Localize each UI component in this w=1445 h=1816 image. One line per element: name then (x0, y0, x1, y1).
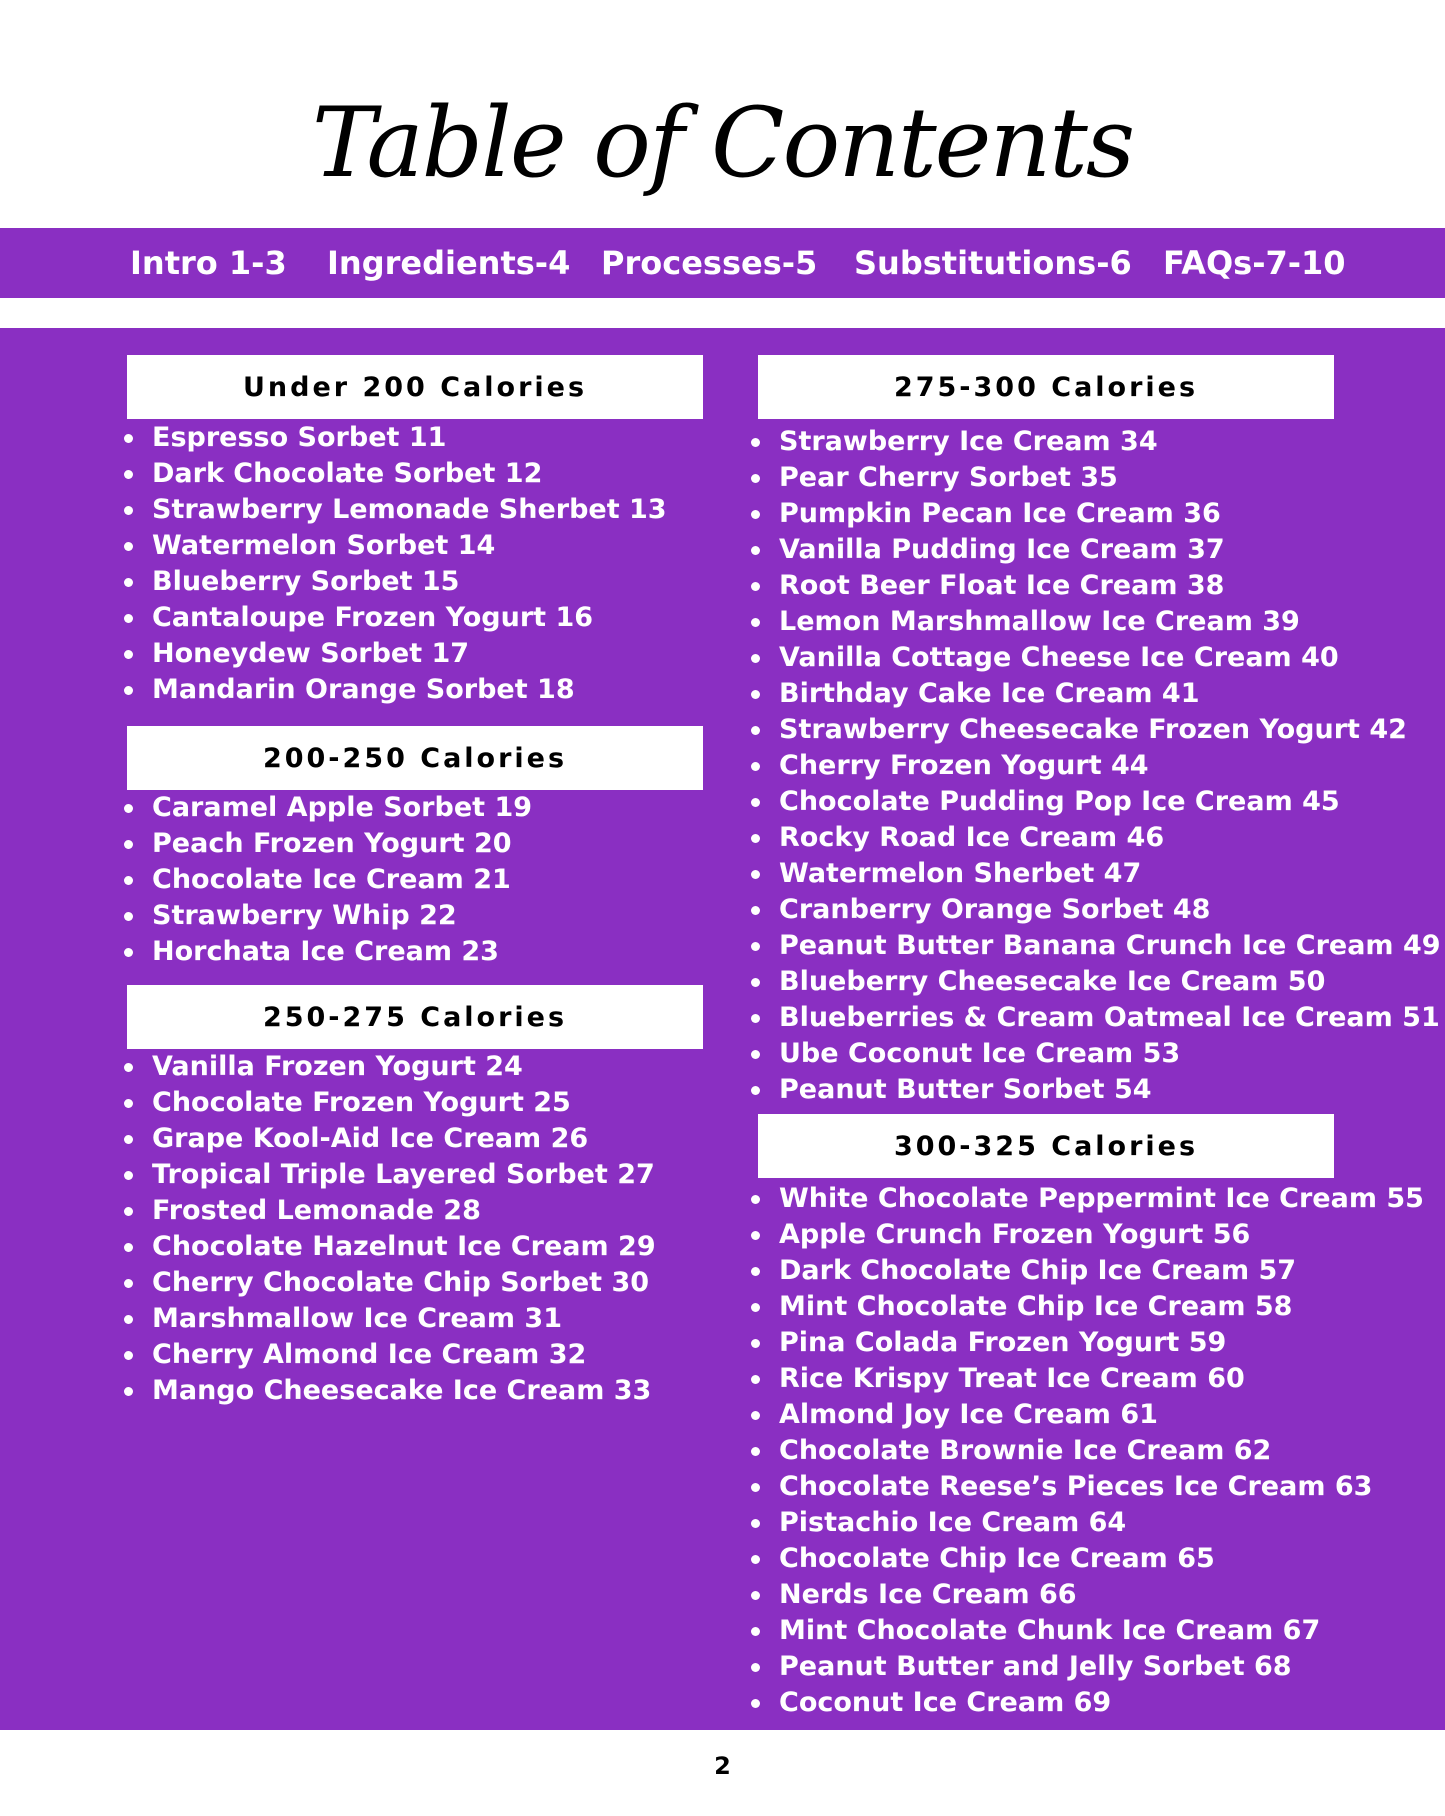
toc-entry[interactable]: Frosted Lemonade 28 (124, 1193, 764, 1229)
toc-entry[interactable]: Blueberry Cheesecake Ice Cream 50 (751, 964, 1391, 1000)
recipe-list-250-275 (124, 1049, 764, 1409)
toc-entry[interactable]: Apple Crunch Frozen Yogurt 56 (751, 1217, 1391, 1253)
toc-entry[interactable]: Cantaloupe Frozen Yogurt 16 (124, 600, 764, 636)
recipe-list-under-200 (124, 420, 764, 708)
toc-entry[interactable]: Strawberry Whip 22 (124, 898, 764, 934)
toc-entry[interactable]: Pear Cherry Sorbet 35 (751, 460, 1391, 496)
toc-entry[interactable]: Peanut Butter Sorbet 54 (751, 1072, 1391, 1108)
toc-entry[interactable]: Grape Kool-Aid Ice Cream 26 (124, 1121, 764, 1157)
toc-entry[interactable]: Dark Chocolate Chip Ice Cream 57 (751, 1253, 1391, 1289)
toc-entry[interactable]: Mint Chocolate Chip Ice Cream 58 (751, 1289, 1391, 1325)
toc-entry[interactable]: Vanilla Pudding Ice Cream 37 (751, 532, 1391, 568)
toc-entry[interactable]: Caramel Apple Sorbet 19 (124, 790, 764, 826)
toc-entry[interactable]: Chocolate Reese’s Pieces Ice Cream 63 (751, 1469, 1391, 1505)
toc-entry[interactable]: Honeydew Sorbet 17 (124, 636, 764, 672)
toc-entry[interactable]: Rice Krispy Treat Ice Cream 60 (751, 1361, 1391, 1397)
toc-entry[interactable]: Chocolate Chip Ice Cream 65 (751, 1541, 1391, 1577)
toc-entry[interactable]: Nerds Ice Cream 66 (751, 1577, 1391, 1613)
section-heading-275-300: 275-300 Calories (758, 355, 1334, 419)
toc-entry[interactable]: White Chocolate Peppermint Ice Cream 55 (751, 1181, 1391, 1217)
section-nav-bar (0, 228, 1445, 298)
toc-entry[interactable]: Pina Colada Frozen Yogurt 59 (751, 1325, 1391, 1361)
toc-entry[interactable]: Cherry Almond Ice Cream 32 (124, 1337, 764, 1373)
toc-entry[interactable]: Strawberry Lemonade Sherbet 13 (124, 492, 764, 528)
toc-entry[interactable]: Rocky Road Ice Cream 46 (751, 820, 1391, 856)
toc-entry[interactable]: Mango Cheesecake Ice Cream 33 (124, 1373, 764, 1409)
toc-entry[interactable]: Ube Coconut Ice Cream 53 (751, 1036, 1391, 1072)
toc-entry[interactable]: Chocolate Brownie Ice Cream 62 (751, 1433, 1391, 1469)
toc-entry[interactable]: Chocolate Frozen Yogurt 25 (124, 1085, 764, 1121)
toc-entry[interactable]: Vanilla Cottage Cheese Ice Cream 40 (751, 640, 1391, 676)
section-heading-250-275: 250-275 Calories (127, 985, 703, 1049)
toc-entry[interactable]: Tropical Triple Layered Sorbet 27 (124, 1157, 764, 1193)
toc-entry[interactable]: Cherry Chocolate Chip Sorbet 30 (124, 1265, 764, 1301)
nav-faqs[interactable]: FAQs-7-10 (1163, 244, 1346, 282)
recipe-list-300-325 (751, 1181, 1424, 1721)
toc-entry[interactable]: Cherry Frozen Yogurt 44 (751, 748, 1391, 784)
toc-entry[interactable]: Pistachio Ice Cream 64 (751, 1505, 1391, 1541)
toc-entry[interactable]: Chocolate Pudding Pop Ice Cream 45 (751, 784, 1391, 820)
toc-entry[interactable]: Marshmallow Ice Cream 31 (124, 1301, 764, 1337)
recipe-list-200-250 (124, 790, 764, 970)
nav-substitutions[interactable]: Substitutions-6 (854, 244, 1132, 282)
toc-entry[interactable]: Mandarin Orange Sorbet 18 (124, 672, 764, 708)
toc-entry[interactable]: Cranberry Orange Sorbet 48 (751, 892, 1391, 928)
toc-entry[interactable]: Dark Chocolate Sorbet 12 (124, 456, 764, 492)
toc-entry[interactable]: Mint Chocolate Chunk Ice Cream 67 (751, 1613, 1391, 1649)
section-heading-300-325: 300-325 Calories (758, 1114, 1334, 1178)
toc-entry[interactable]: Peanut Butter and Jelly Sorbet 68 (751, 1649, 1391, 1685)
toc-entry[interactable]: Almond Joy Ice Cream 61 (751, 1397, 1391, 1433)
toc-entry[interactable]: Strawberry Cheesecake Frozen Yogurt 42 (751, 712, 1391, 748)
page-title: Table of Contents (311, 87, 1134, 199)
toc-entry[interactable]: Watermelon Sorbet 14 (124, 528, 764, 564)
toc-entry[interactable]: Chocolate Hazelnut Ice Cream 29 (124, 1229, 764, 1265)
nav-intro[interactable]: Intro 1-3 (130, 244, 287, 282)
toc-entry[interactable]: Birthday Cake Ice Cream 41 (751, 676, 1391, 712)
toc-entry[interactable]: Coconut Ice Cream 69 (751, 1685, 1391, 1721)
section-heading-under-200: Under 200 Calories (127, 355, 703, 419)
toc-entry[interactable]: Root Beer Float Ice Cream 38 (751, 568, 1391, 604)
section-heading-200-250: 200-250 Calories (127, 726, 703, 790)
toc-entry[interactable]: Espresso Sorbet 11 (124, 420, 764, 456)
toc-entry[interactable]: Chocolate Ice Cream 21 (124, 862, 764, 898)
toc-entry[interactable]: Watermelon Sherbet 47 (751, 856, 1391, 892)
toc-entry[interactable]: Blueberry Sorbet 15 (124, 564, 764, 600)
contents-panel (0, 328, 1445, 1730)
recipe-list-275-300 (751, 424, 1441, 1108)
toc-entry[interactable]: Vanilla Frozen Yogurt 24 (124, 1049, 764, 1085)
nav-ingredients[interactable]: Ingredients-4 (327, 244, 571, 282)
toc-entry[interactable]: Strawberry Ice Cream 34 (751, 424, 1391, 460)
toc-entry[interactable]: Lemon Marshmallow Ice Cream 39 (751, 604, 1391, 640)
page-number: 2 (714, 1752, 731, 1780)
nav-processes[interactable]: Processes-5 (601, 244, 818, 282)
toc-entry[interactable]: Peach Frozen Yogurt 20 (124, 826, 764, 862)
toc-entry[interactable]: Pumpkin Pecan Ice Cream 36 (751, 496, 1391, 532)
toc-entry[interactable]: Blueberries & Cream Oatmeal Ice Cream 51 (751, 1000, 1391, 1036)
toc-entry[interactable]: Horchata Ice Cream 23 (124, 934, 764, 970)
toc-entry[interactable]: Peanut Butter Banana Crunch Ice Cream 49 (751, 928, 1391, 964)
